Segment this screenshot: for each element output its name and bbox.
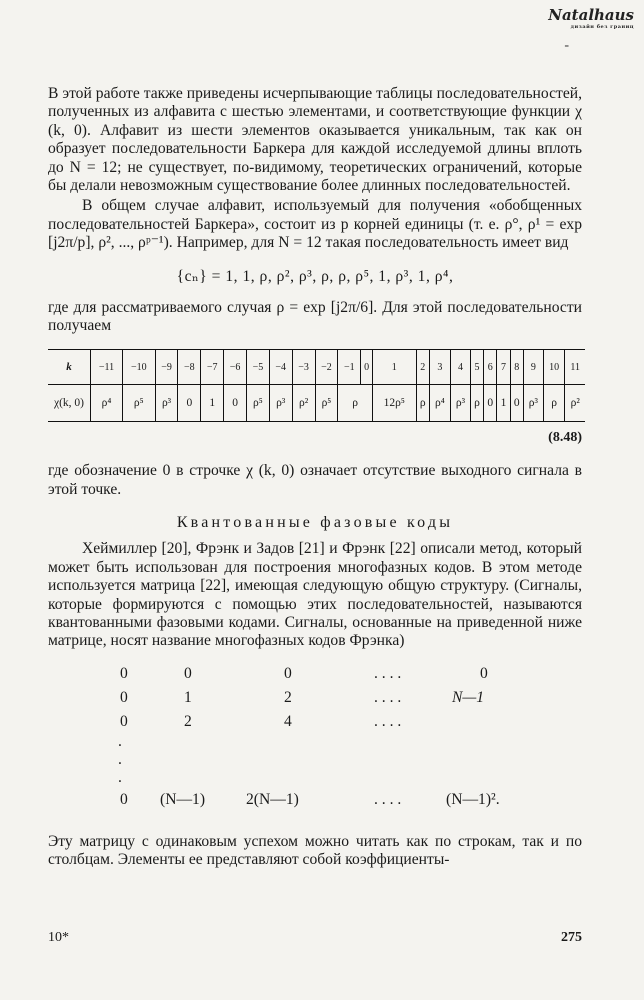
matrix-cell: . . . . <box>374 688 402 706</box>
table-cell-chi: 0 <box>510 385 523 422</box>
section-title: Квантованные фазовые коды <box>176 514 454 532</box>
matrix-cell: . . . . <box>374 712 402 730</box>
table-cell-k: 3 <box>429 350 450 385</box>
table-cell-chi: ρ⁴ <box>429 385 450 422</box>
table-row-k <box>48 350 585 385</box>
table-cell-k: −1 <box>338 350 361 385</box>
matrix-cell: 1 <box>184 688 192 706</box>
table-cell-k: 0 <box>361 350 373 385</box>
table-cell-k: 8 <box>510 350 523 385</box>
matrix-cell: 0 <box>120 664 128 682</box>
table-cell-k: 1 <box>372 350 416 385</box>
table-cell-chi: ρ³ <box>450 385 470 422</box>
table-cell-k: −3 <box>292 350 315 385</box>
matrix-cell: (N—1)². <box>446 790 500 808</box>
matrix-cell: 4 <box>284 712 292 730</box>
table-cell-k: 6 <box>484 350 497 385</box>
vertical-dot: . <box>118 750 122 768</box>
table-cell-chi: ρ <box>416 385 429 422</box>
paragraph-5: Хеймиллер [20], Фрэнк и Задов [21] и Фрэнк [22] описали метод, который может быть использован для построения многофазных кодов. В этом методе используется матрица [22], имеющая следующую общую структуру. (Сигналы, которые формируются с помощью этих последовательностей, называются квантованными фазовыми кодами. Сигналы, основанные на приведенной ниже матрице, носят название многофазных кодов Фрэнка) <box>48 540 582 650</box>
publisher-watermark <box>548 6 634 30</box>
table-cell-chi: ρ³ <box>523 385 543 422</box>
table-cell-chi: ρ <box>543 385 565 422</box>
vertical-dot: . <box>118 732 122 750</box>
matrix-cell: 0 <box>184 664 192 682</box>
vertical-dot: . <box>118 768 122 786</box>
table-cell-chi: 0 <box>178 385 201 422</box>
table-cell-chi: ρ⁵ <box>122 385 155 422</box>
matrix-cell: 0 <box>284 664 292 682</box>
matrix-cell: . . . . <box>374 790 402 808</box>
table-cell-k: −10 <box>122 350 155 385</box>
table-cell-chi: ρ² <box>292 385 315 422</box>
frank-matrix <box>48 665 582 823</box>
sequence-formula: {cₙ} = 1, 1, ρ, ρ², ρ³, ρ, ρ, ρ⁵, 1, ρ³, 1, ρ⁴, <box>176 267 454 285</box>
table-cell-chi: ρ⁵ <box>246 385 269 422</box>
table-cell-chi: ρ³ <box>269 385 292 422</box>
matrix-cell: 0 <box>120 688 128 706</box>
matrix-cell: 0 <box>480 664 488 682</box>
table-cell-k: −6 <box>224 350 247 385</box>
table-cell-k: 5 <box>470 350 483 385</box>
matrix-cell: N—1 <box>452 688 485 706</box>
paragraph-1: В этой работе также приведены исчерпывающие таблицы последовательностей, полученных из алфавита с шестью элементами, и соответствующие функции χ (k, 0). Алфавит из шести элементов оказывается уникальным, так как он образует последовательности Баркера для каждой исследуемой длины вплоть до N = 12; не существует, по-видимому, теоретических ограничений, которые бы делали невозможным существование более длинных последовательностей. <box>48 85 582 195</box>
header-dash: - <box>564 38 569 53</box>
paragraph-6: Эту матрицу с одинаковым успехом можно читать как по строкам, так и по столбцам. Элементы ее представляют собой коэффициенты- <box>48 832 582 869</box>
matrix-cell: . . . . <box>374 664 402 682</box>
autocorrelation-table <box>48 349 585 422</box>
matrix-cell: 0 <box>120 790 128 808</box>
row-label-chi: χ(k, 0) <box>53 397 84 410</box>
table-cell-chi: 0 <box>484 385 497 422</box>
table-cell-chi: ρ <box>470 385 483 422</box>
table-cell-k: −2 <box>315 350 338 385</box>
table-cell-k: −7 <box>201 350 224 385</box>
table-cell-k: 10 <box>543 350 565 385</box>
equation-number: (8.48) <box>548 430 582 446</box>
paragraph-4: где обозначение 0 в строчке χ (k, 0) означает отсутствие выходного сигнала в этой точке. <box>48 462 582 498</box>
table-row-chi <box>48 385 585 422</box>
table-cell-k: 4 <box>450 350 470 385</box>
table-cell-k: −5 <box>246 350 269 385</box>
page-body <box>48 85 582 870</box>
table-cell-chi: ρ <box>338 385 373 422</box>
page-number: 275 <box>561 930 582 945</box>
paragraph-3: где для рассматриваемого случая ρ = exp [j2π/6]. Для этой последовательности получаем <box>48 298 582 335</box>
table-cell-chi: ρ⁴ <box>91 385 123 422</box>
table-cell-chi: 1 <box>497 385 510 422</box>
table-cell-chi: ρ⁵ <box>315 385 338 422</box>
signature-mark: 10* <box>48 930 69 945</box>
table-cell-k: −4 <box>269 350 292 385</box>
table-cell-chi: ρ³ <box>155 385 178 422</box>
table-cell-k: 7 <box>497 350 510 385</box>
table-cell-chi: 12ρ⁵ <box>372 385 416 422</box>
table-cell-chi: 0 <box>224 385 247 422</box>
table-cell-chi: 1 <box>201 385 224 422</box>
table-cell-k: −8 <box>178 350 201 385</box>
matrix-cell: (N—1) <box>160 790 206 808</box>
watermark-brand: Natalhaus <box>548 6 634 24</box>
table-cell-k: 2 <box>416 350 429 385</box>
table-cell-k: 11 <box>565 350 585 385</box>
matrix-cell: 2(N—1) <box>246 790 299 808</box>
table-cell-k: 9 <box>523 350 543 385</box>
matrix-cell: 0 <box>120 712 128 730</box>
table-cell-k: −11 <box>91 350 123 385</box>
matrix-cell: 2 <box>284 688 292 706</box>
row-label-k: k <box>48 350 91 385</box>
table-cell-k: −9 <box>155 350 178 385</box>
table-cell-chi: ρ² <box>565 385 585 422</box>
paragraph-2: В общем случае алфавит, используемый для получения «обобщенных последовательностей Баркера», состоит из p корней единицы (т. е. ρ°, ρ¹ = exp [j2π/p], ρ², ..., ρᵖ⁻¹). Например, для N = 12 такая последовательность имеет вид <box>48 197 582 252</box>
matrix-cell: 2 <box>184 712 192 730</box>
watermark-tagline: дизайн без границ <box>570 24 634 30</box>
